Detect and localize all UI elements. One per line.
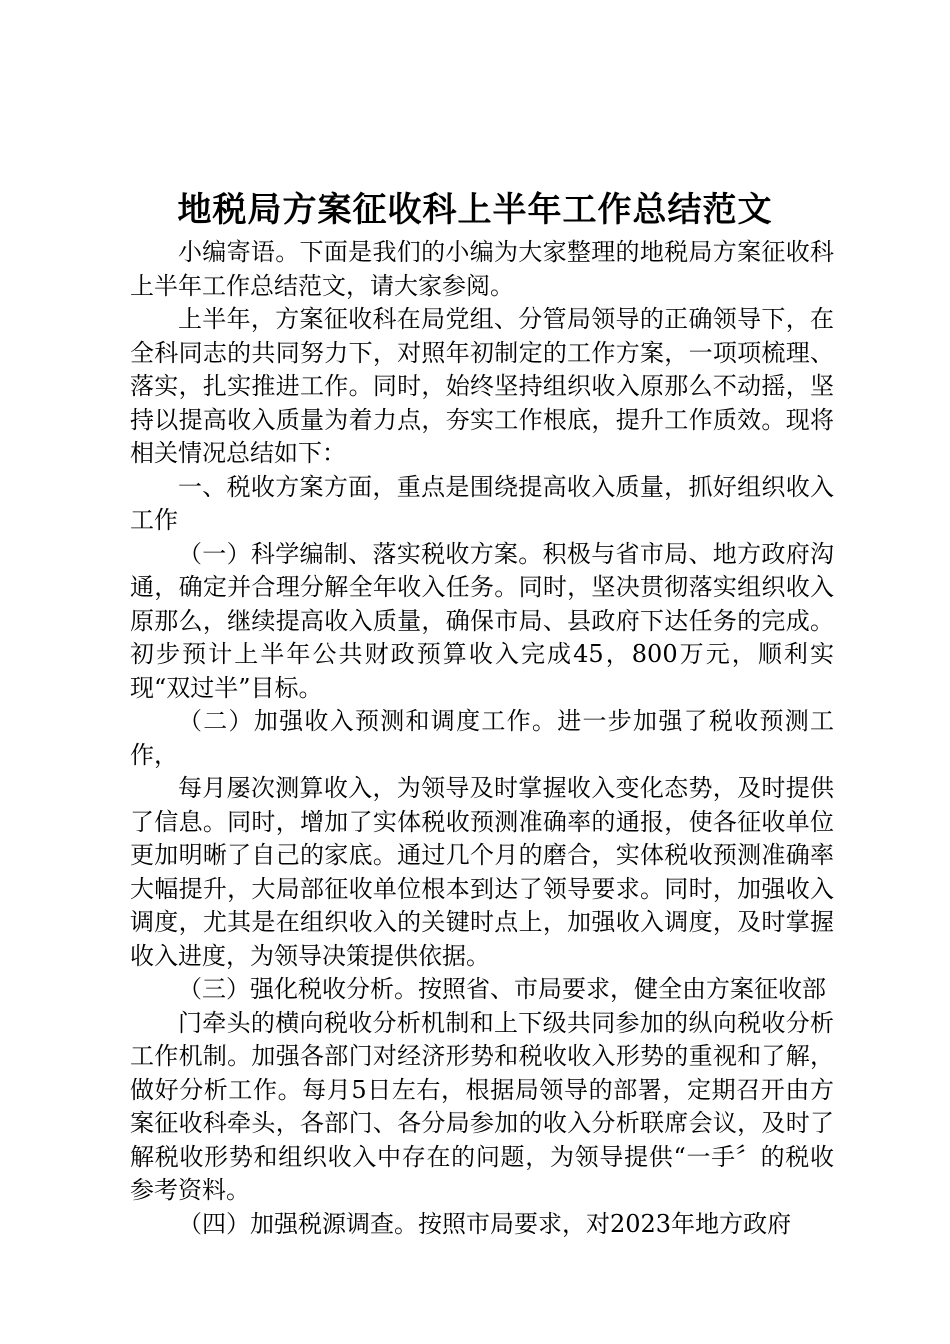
paragraph-overview: 上半年，方案征收科在局党组、分管局领导的正确领导下，在全科同志的共同努力下，对照年初制定的工作方案，一项项梳理、落实，扎实推进工作。同时，始终坚持组织收入原那么不动摇，坚持以提高收入质量为着力点，夯实工作根底，提升工作质效。现将相关情况总结如下：	[130, 305, 834, 467]
paragraph-item-2: （二）加强收入预测和调度工作。进一步加强了税收预测工作，	[130, 707, 834, 769]
document-title: 地税局方案征收科上半年工作总结范文	[177, 190, 773, 230]
paragraph-item-1: （一）科学编制、落实税收方案。积极与省市局、地方政府沟通，确定并合理分解全年收入任务。同时，坚决贯彻落实组织收入原那么，继续提高收入质量，确保市局、县政府下达任务的完成。初步预计上半年公共财政预算收入完成45，800万元，顺利实现“双过半”目标。	[130, 539, 834, 702]
paragraph-item-3: （三）强化税收分析。按照省、市局要求，健全由方案征收部	[178, 975, 826, 1003]
document-body	[130, 236, 834, 1241]
paragraph-intro: 小编寄语。下面是我们的小编为大家整理的地税局方案征收科上半年工作总结范文，请大家参阅。	[130, 238, 834, 300]
section-heading-1: 一、税收方案方面，重点是围绕提高收入质量，抓好组织收入工作	[130, 472, 834, 534]
paragraph-item-2-cont: 每月屡次测算收入，为领导及时掌握收入变化态势，及时提供了信息。同时，增加了实体税收预测准确率的通报，使各征收单位更加明晰了自己的家底。通过几个月的磨合，实体税收预测准确率大幅提升，大局部征收单位根本到达了领导要求。同时，加强收入调度，尤其是在组织收入的关键时点上，加强收入调度，及时掌握收入进度，为领导决策提供依据。	[130, 774, 834, 970]
paragraph-item-3-cont: 门牵头的横向税收分析机制和上下级共同参加的纵向税收分析工作机制。加强各部门对经济形势和税收收入形势的重视和了解，做好分析工作。每月5日左右，根据局领导的部署，定期召开由方案征收科牵头，各部门、各分局参加的收入分析联席会议，及时了解税收形势和组织收入中存在的问题，为领导提供“一手〞的税收参考资料。	[130, 1008, 834, 1204]
paragraph-item-4: （四）加强税源调查。按照市局要求，对2023年地方政府	[178, 1209, 792, 1238]
